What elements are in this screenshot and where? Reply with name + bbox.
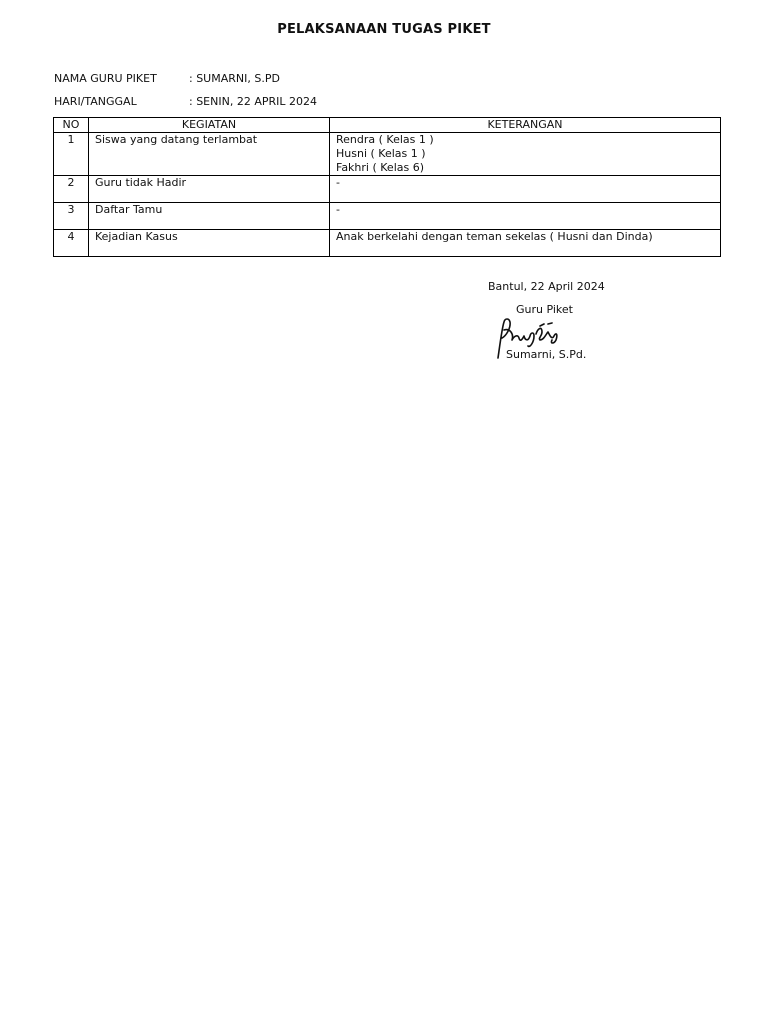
- row-kegiatan: Kejadian Kasus: [89, 230, 330, 257]
- signer-role: Guru Piket: [516, 303, 573, 316]
- keterangan-line: Fakhri ( Kelas 6): [336, 161, 425, 174]
- row-no: 3: [54, 203, 89, 230]
- row-no: 1: [54, 133, 89, 176]
- row-keterangan: [330, 230, 721, 257]
- table-row: [54, 203, 721, 230]
- table-row: [54, 133, 721, 176]
- table-header-row: [54, 118, 721, 133]
- keterangan-line: -: [336, 176, 340, 189]
- signer-name: Sumarni, S.Pd.: [506, 348, 587, 361]
- guru-piket-value: : SUMARNI, S.PD: [189, 72, 280, 85]
- table-row: [54, 176, 721, 203]
- hari-tanggal-value: : SENIN, 22 APRIL 2024: [189, 95, 317, 108]
- row-keterangan: [330, 203, 721, 230]
- table-row: [54, 230, 721, 257]
- guru-piket-row: [54, 72, 280, 85]
- row-kegiatan: Siswa yang datang terlambat: [89, 133, 330, 176]
- place-date: Bantul, 22 April 2024: [488, 280, 605, 293]
- hari-tanggal-label: HARI/TANGGAL: [54, 95, 137, 108]
- hari-tanggal-row: [54, 95, 317, 108]
- row-keterangan: [330, 133, 721, 176]
- header-kegiatan: KEGIATAN: [89, 118, 330, 133]
- header-no: NO: [54, 118, 89, 133]
- keterangan-line: -: [336, 203, 340, 216]
- guru-piket-label: NAMA GURU PIKET: [54, 72, 157, 85]
- header-keterangan: KETERANGAN: [330, 118, 721, 133]
- keterangan-line: Anak berkelahi dengan teman sekelas ( Husni dan Dinda): [336, 230, 653, 243]
- row-no: 4: [54, 230, 89, 257]
- keterangan-line: Rendra ( Kelas 1 ): [336, 133, 434, 146]
- row-kegiatan: Guru tidak Hadir: [89, 176, 330, 203]
- row-no: 2: [54, 176, 89, 203]
- piket-table: [53, 117, 721, 257]
- document-title: PELAKSANAAN TUGAS PIKET: [277, 22, 491, 37]
- row-kegiatan: Daftar Tamu: [89, 203, 330, 230]
- row-keterangan: [330, 176, 721, 203]
- keterangan-line: Husni ( Kelas 1 ): [336, 147, 426, 160]
